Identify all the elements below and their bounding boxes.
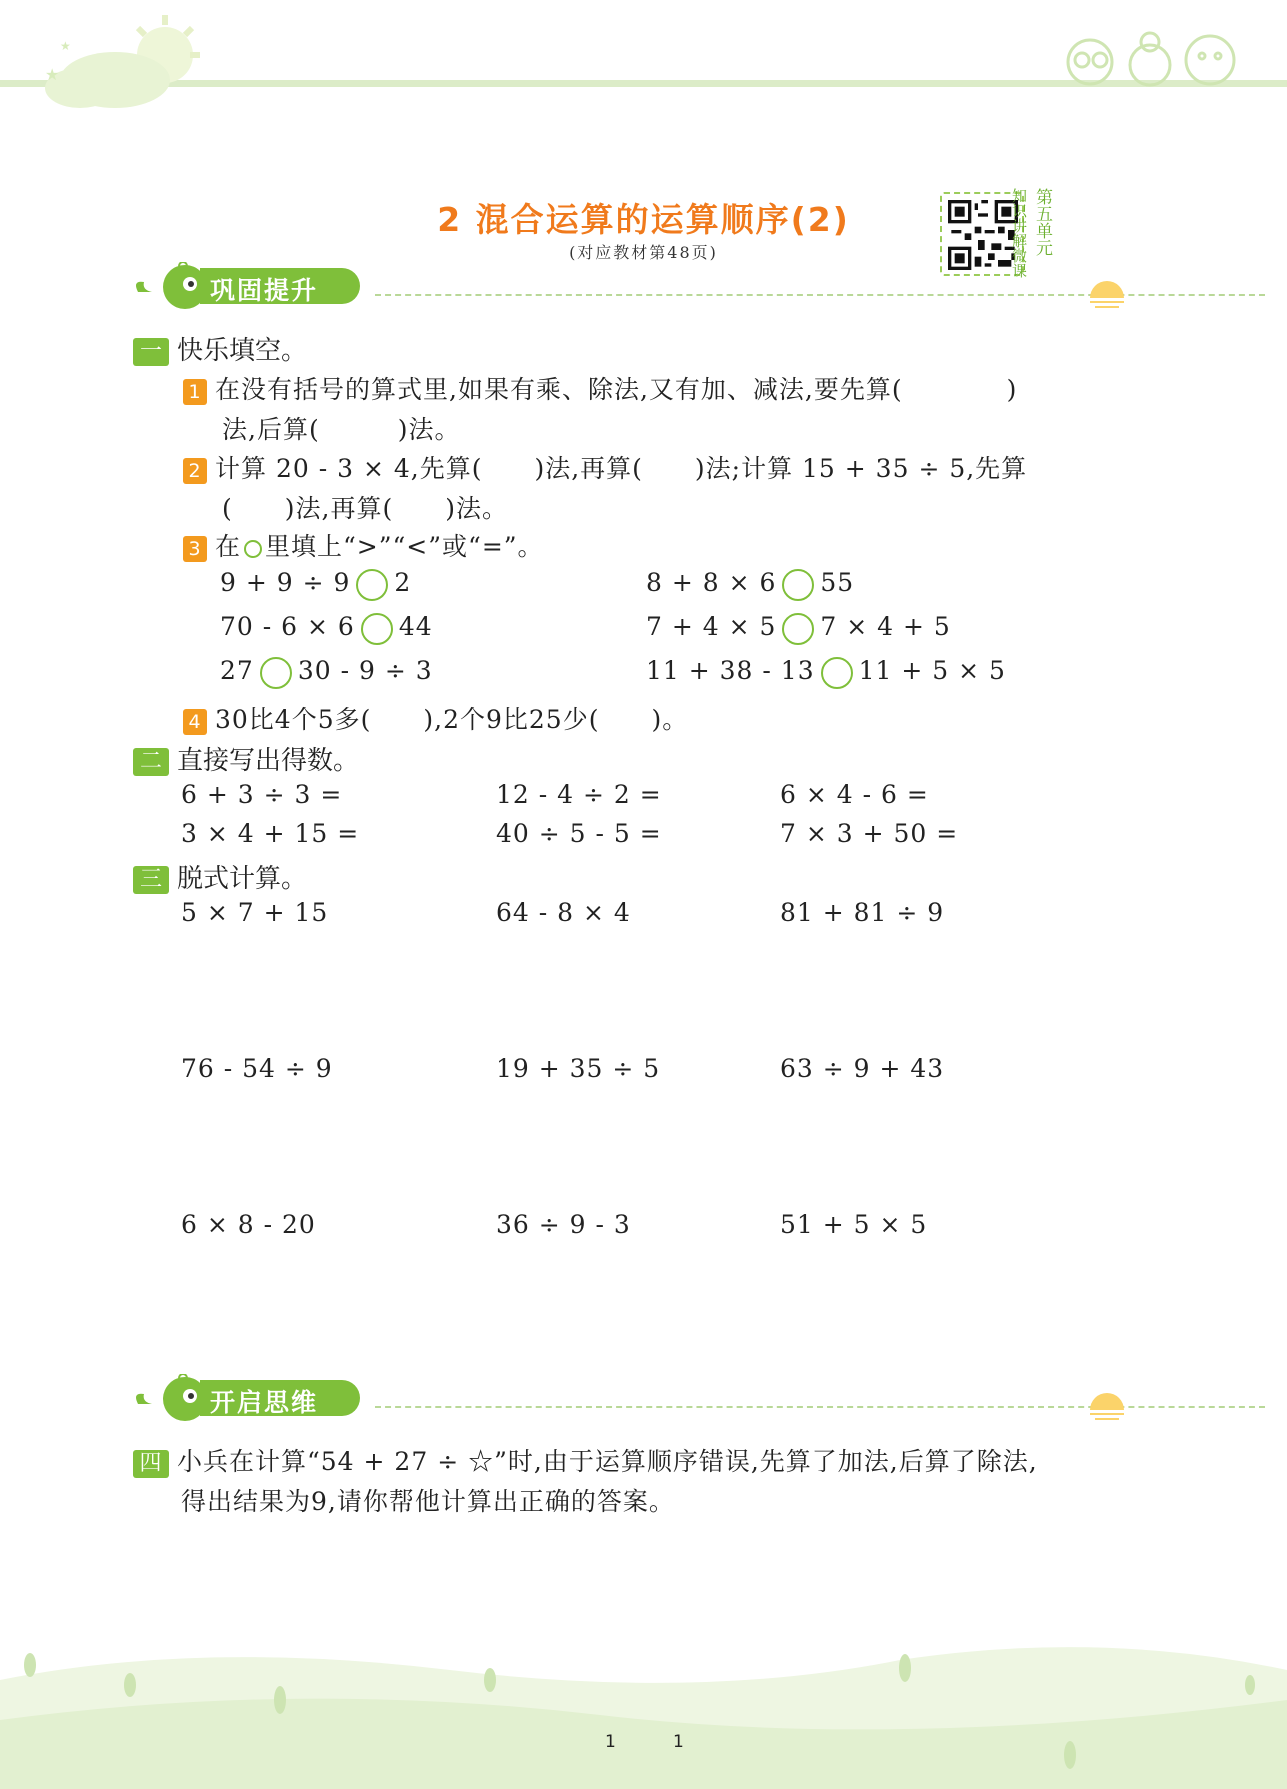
- svg-text:★: ★: [60, 39, 71, 53]
- item-number-badge: 4: [183, 709, 207, 735]
- compare-left: 70 - 6 × 6: [220, 612, 355, 641]
- q4-badge: 四: [133, 1450, 169, 1478]
- qr-code-icon[interactable]: [948, 199, 1018, 271]
- calc-item: 6 × 8 - 20: [181, 1210, 316, 1239]
- q1-item3-text-a: 在: [215, 532, 242, 561]
- compare-right: 55: [820, 568, 855, 597]
- calc-item: 36 ÷ 9 - 3: [496, 1210, 631, 1239]
- compare-row: [646, 568, 854, 601]
- q1-item4-text: 30比4个5多( ),2个9比25少( )。: [215, 705, 689, 734]
- compare-left: 7 + 4 × 5: [646, 612, 777, 641]
- oral-item: 6 × 4 - 6 =: [780, 780, 929, 809]
- micro-lesson-label: 知识讲解微课: [1010, 188, 1028, 278]
- calc-item: 63 ÷ 9 + 43: [780, 1054, 945, 1083]
- compare-right: 11 + 5 × 5: [858, 656, 1006, 685]
- calc-item: 51 + 5 × 5: [780, 1210, 928, 1239]
- q1-item2-line1: 计算 20 - 3 × 4,先算( )法,再算( )法;计算 15 + 35 ÷ 5,先算: [215, 454, 1028, 483]
- q1-item2-line2: ( )法,再算( )法。: [222, 494, 508, 523]
- compare-circle-input[interactable]: [361, 613, 393, 645]
- q1-badge: 一: [133, 338, 169, 366]
- item-number-badge: 1: [183, 379, 207, 405]
- compare-left: 9 + 9 ÷ 9: [220, 568, 351, 597]
- q3-badge: 三: [133, 866, 169, 894]
- cartoon-animals-icon: [1050, 20, 1250, 90]
- circle-icon: [244, 540, 262, 558]
- compare-circle-input[interactable]: [356, 569, 388, 601]
- oral-item: 3 × 4 + 15 =: [181, 819, 360, 848]
- compare-row: [220, 568, 411, 601]
- q4-line2: 得出结果为9,请你帮他计算出正确的答案。: [181, 1487, 675, 1516]
- q2-title: 直接写出得数。: [177, 746, 360, 776]
- compare-left: 8 + 8 × 6: [646, 568, 777, 597]
- q1-item1: [183, 370, 1017, 406]
- q2-header: [133, 740, 359, 777]
- page-number-left: 1: [605, 1732, 616, 1752]
- calc-item: 76 - 54 ÷ 9: [181, 1054, 333, 1083]
- calc-item: 64 - 8 × 4: [496, 898, 631, 927]
- q1-item1-line2: 法,后算( )法。: [222, 415, 461, 444]
- calc-item: 5 × 7 + 15: [181, 898, 329, 927]
- compare-row: [220, 612, 433, 645]
- compare-right: 7 × 4 + 5: [820, 612, 951, 641]
- oral-item: 40 ÷ 5 - 5 =: [496, 819, 662, 848]
- q1-item3-text-b: 里填上“>”“<”或“=”。: [265, 532, 544, 561]
- compare-circle-input[interactable]: [782, 569, 814, 601]
- sun-cloud-icon: [20, 10, 200, 110]
- calc-item: 81 + 81 ÷ 9: [780, 898, 945, 927]
- svg-text:★: ★: [45, 65, 60, 84]
- compare-right: 44: [398, 612, 433, 641]
- compare-left: 27: [220, 656, 254, 685]
- item-number-badge: 2: [183, 458, 207, 484]
- banner-label: 开启思维: [210, 1388, 319, 1417]
- unit-label: 第五单元: [1032, 188, 1052, 256]
- oral-item: 6 + 3 ÷ 3 =: [181, 780, 343, 809]
- compare-circle-input[interactable]: [782, 613, 814, 645]
- oral-item: 7 × 3 + 50 =: [780, 819, 959, 848]
- q1-item1-line1: 在没有括号的算式里,如果有乘、除法,又有加、减法,要先算( ): [215, 375, 1018, 404]
- item-number-badge: 3: [183, 536, 207, 562]
- q3-header: [133, 858, 307, 895]
- sunset-icon: [1085, 270, 1130, 310]
- q1-title: 快乐填空。: [177, 336, 308, 366]
- oral-item: 12 - 4 ÷ 2 =: [496, 780, 662, 809]
- q4-line1: [133, 1442, 1038, 1478]
- compare-right: 2: [394, 568, 412, 597]
- compare-left: 11 + 38 - 13: [646, 656, 815, 685]
- q4-text-line1: 小兵在计算“54 + 27 ÷ ☆”时,由于运算顺序错误,先算了加法,后算了除法,: [177, 1447, 1038, 1476]
- q2-badge: 二: [133, 748, 169, 776]
- page-title: 2 混合运算的运算顺序(2): [437, 200, 850, 239]
- q1-item2: [183, 449, 1027, 485]
- sunset-icon: [1085, 1382, 1130, 1422]
- q1-header: [133, 330, 307, 367]
- banner-consolidate: [130, 262, 1130, 312]
- page-number-right: 1: [673, 1732, 684, 1752]
- compare-row: [220, 656, 433, 689]
- compare-right: 30 - 9 ÷ 3: [297, 656, 433, 685]
- banner-thinking: [130, 1374, 1130, 1424]
- compare-row: [646, 656, 1006, 689]
- calc-item: 19 + 35 ÷ 5: [496, 1054, 661, 1083]
- compare-circle-input[interactable]: [821, 657, 853, 689]
- q1-item3: [183, 527, 544, 563]
- hills-footer-decor: [0, 1640, 1287, 1789]
- compare-row: [646, 612, 951, 645]
- compare-circle-input[interactable]: [260, 657, 292, 689]
- page-subtitle: (对应教材第48页): [569, 243, 718, 262]
- banner-label: 巩固提升: [210, 276, 319, 305]
- q3-title: 脱式计算。: [177, 864, 308, 894]
- q1-item4: [183, 700, 688, 736]
